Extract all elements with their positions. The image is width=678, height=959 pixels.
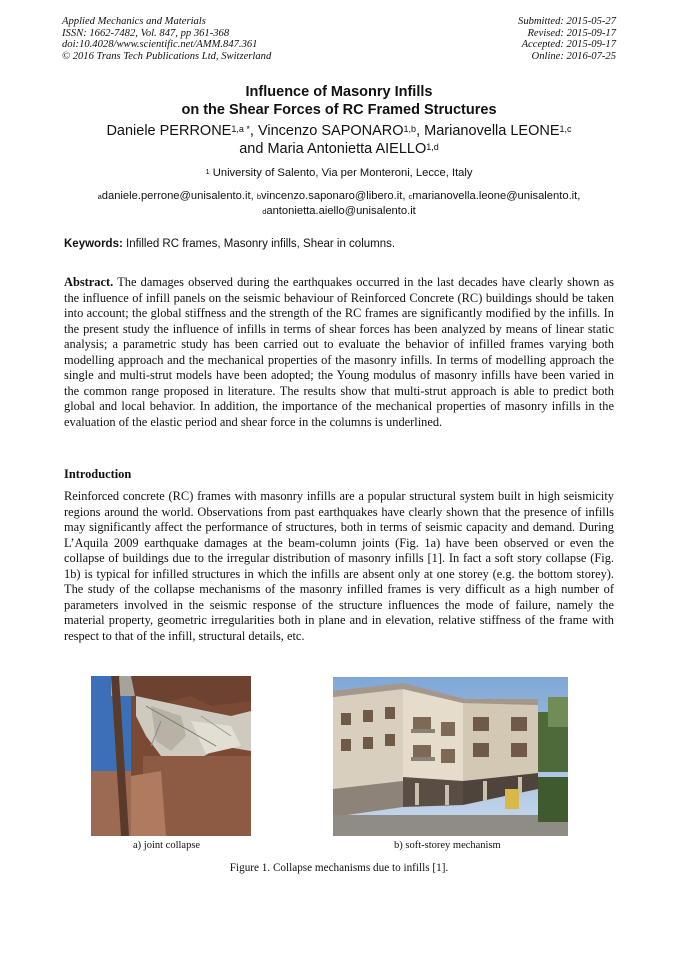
- affiliation: [0, 167, 678, 179]
- email-mark: a: [97, 192, 102, 201]
- email-link[interactable]: antonietta.aiello@unisalento.it: [266, 205, 416, 217]
- email-mark: d: [262, 207, 267, 216]
- affiliation-text: University of Salento, Via per Monteroni, Lecce, Italy: [212, 167, 473, 179]
- subfigure-caption-a: a) joint collapse: [133, 840, 201, 851]
- journal-issn: ISSN: 1662-7482, Vol. 847, pp 361-368: [62, 27, 230, 39]
- keywords-label: Keywords:: [64, 238, 123, 250]
- email-mark: c: [408, 192, 413, 201]
- date-accepted: Accepted: 2015-09-17: [521, 39, 616, 51]
- abstract-label: Abstract.: [64, 275, 114, 289]
- publication-dates: [518, 16, 616, 62]
- journal-copyright: © 2016 Trans Tech Publications Ltd, Switzerland: [62, 50, 272, 62]
- paper-title: [0, 83, 678, 119]
- journal-doi: doi:10.4028/www.scientific.net/AMM.847.361: [62, 39, 258, 51]
- email-mark: b: [256, 192, 261, 201]
- keywords: [64, 238, 614, 250]
- date-submitted: Submitted: 2015-05-27: [518, 16, 616, 27]
- date-revised: Revised: 2015-09-17: [527, 27, 616, 39]
- figure-soft-storey-photo: [333, 677, 568, 836]
- journal-name: Applied Mechanics and Materials: [62, 16, 206, 27]
- title-line-1: Influence of Masonry Infills: [245, 84, 433, 100]
- introduction-text: Reinforced concrete (RC) frames with masonry infills are a popular structural system built in high seismicity regions around the world. Observations from past earthquakes have clearly shown that the presence of infills may significantly affect the performance of structures, both in terms of seismic capacity and demand. During L’Aquila 2009 earthquake damages at the beam-column joints (Fig. 1a) have been observed or even the collapse of buildings due to the irregular distribution of masonry infills [1]. In fact a soft story collapse (Fig. 1b) is typical for infilled structures in which the infills are absent only at one storey (e.g. the bottom storey). The study of the collapse mechanisms of the masonry infilled frames is very difficult as a high number of parameters involved in the seismic response of the structure influences the mode of failure, namely the material property, geometric irregularities both in plane and in elevation, relative stiffness of the frame with respect to that of the infill, structural details, etc.: [64, 489, 614, 643]
- author-name: Daniele PERRONE: [106, 123, 232, 139]
- email-link[interactable]: daniele.perrone@unisalento.it: [101, 190, 251, 202]
- author-affil-mark: 1,a *: [231, 124, 250, 134]
- journal-info: [62, 16, 271, 62]
- author-name: Marianovella LEONE: [424, 123, 560, 139]
- author-emails: $^a$daniele.perrone@unisalento.it, $^b$vincenzo.saponaro@libero.it, $^c$marianovella.leone@unisalento.it, $^d$antonietta.aiello@unisalento.it: [97, 190, 581, 217]
- email-link[interactable]: vincenzo.saponaro@libero.it: [260, 190, 403, 202]
- keywords-text: Infilled RC frames, Masonry infills, Shear in columns.: [126, 238, 396, 250]
- section-heading: Introduction: [64, 467, 132, 481]
- affiliation-mark: 1: [205, 167, 210, 176]
- figure-joint-collapse-photo: [91, 676, 251, 836]
- author-conjunction: and: [239, 141, 264, 157]
- author-name: Maria Antonietta AIELLO: [267, 141, 427, 157]
- author-affil-mark: 1,b: [403, 124, 417, 134]
- subfigure-caption-b: b) soft-storey mechanism: [394, 840, 501, 851]
- title-line-2: on the Shear Forces of RC Framed Structures: [181, 102, 497, 118]
- author-name: Vincenzo SAPONARO: [257, 123, 404, 139]
- author-list: Daniele $PERRONE^{1,a *}$, Vincenzo SAPONARO$^{1,b}$, Marianovella LEONE$^{1,c}$ and Maria Antonietta AIELLO$^{1,d}$: [106, 123, 572, 157]
- email-link[interactable]: marianovella.leone@unisalento.it: [412, 190, 578, 202]
- abstract-text: The damages observed during the earthquakes occurred in the last decades have clearly shown as the influence of infill panels on the seismic behaviour of Reinforced Concrete (RC) buildings should be taken into account; the global stiffness and the strength of the RC frames are significantly modified by the infills. In the present study the influence of infills in terms of shear forces has been analyzed by means of linear static analysis; a parametric study has been carried out to evaluate the behavior of infilled frames varying both modelling approach and the mechanical properties of the masonry infills. In terms of modelling approach the single and multi-strut models have been adopted; the Young modulus of masonry infills have been varied in the common range proposed in literature. The results show that multi-strut approach is able to predict both global and local behavior. In addition, the importance of the mechanical properties of masonry infills in the evaluation of the elastic period and shear force in the columns is underlined.: [64, 275, 615, 429]
- date-online: Online: 2016-07-25: [531, 50, 616, 62]
- figure-caption: Figure 1. Collapse mechanisms due to infills [1].: [229, 862, 449, 874]
- abstract: [64, 275, 614, 430]
- author-affil-mark: 1,c: [559, 124, 572, 134]
- author-affil-mark: 1,d: [426, 142, 439, 152]
